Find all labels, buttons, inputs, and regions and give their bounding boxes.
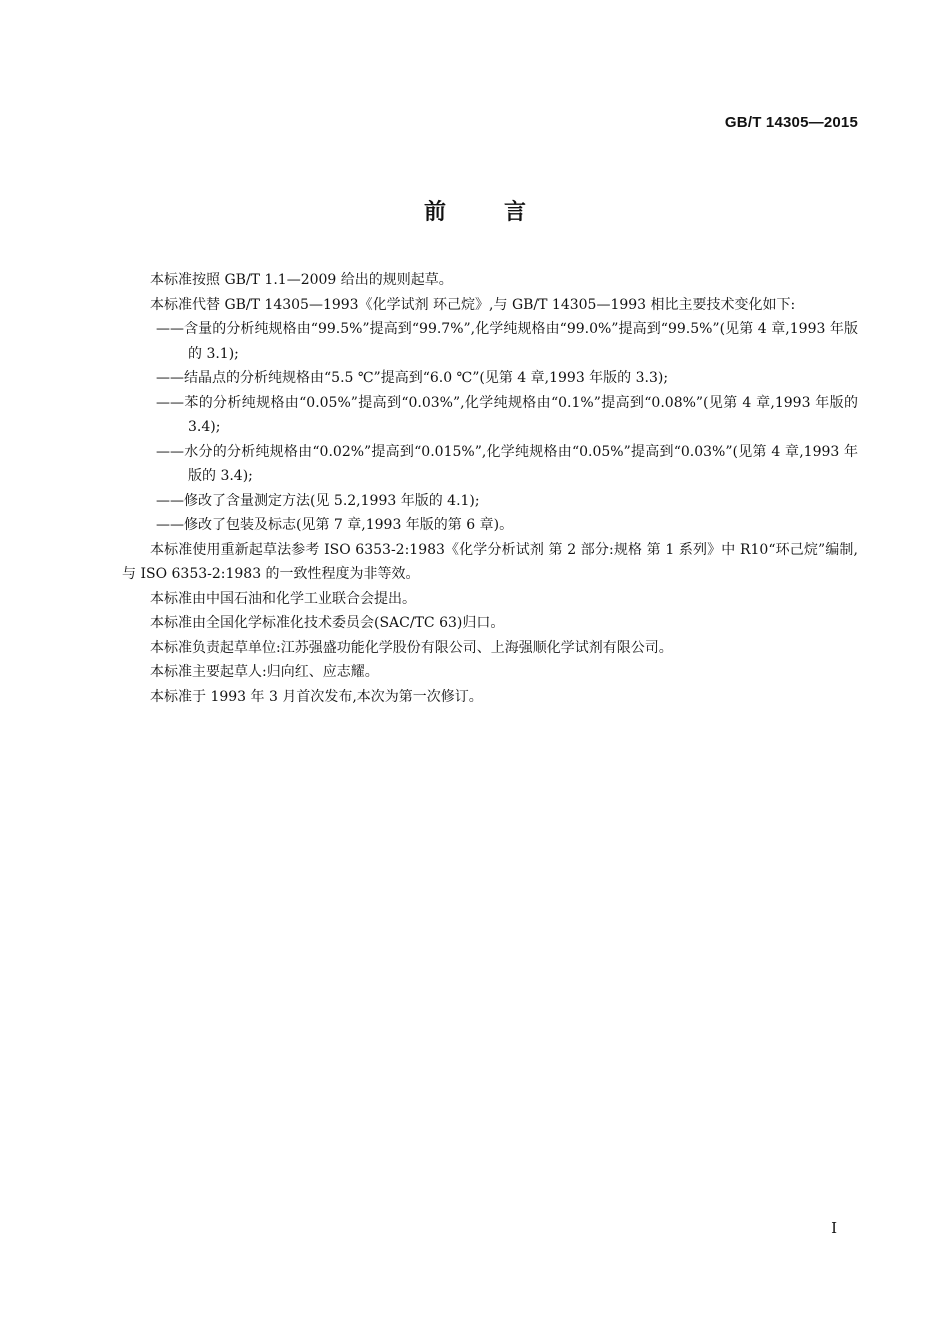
paragraph-replacement: 本标准代替 GB/T 14305—1993《化学试剂 环己烷》,与 GB/T 14305—1993 相比主要技术变化如下:: [150, 296, 796, 313]
page-title: 前言: [423, 200, 584, 225]
paragraph-drafting-units: 本标准负责起草单位:江苏强盛功能化学股份有限公司、上海强顺化学试剂有限公司。: [150, 639, 673, 656]
foreword-body: [122, 268, 858, 709]
standard-code: GB/T 14305—2015: [724, 114, 858, 131]
change-item: ——水分的分析纯规格由“0.02%”提高到“0.015%”,化学纯规格由“0.05%”提高到“0.03%”(见第 4 章,1993 年版的 3.4);: [156, 443, 858, 484]
change-item: ——结晶点的分析纯规格由“5.5 ℃”提高到“6.0 ℃”(见第 4 章,1993 年版的 3.3);: [156, 370, 669, 386]
change-item: ——修改了含量测定方法(见 5.2,1993 年版的 4.1);: [156, 492, 480, 509]
paragraph-proposer: 本标准由中国石油和化学工业联合会提出。: [150, 590, 416, 607]
change-item: ——修改了包装及标志(见第 7 章,1993 年版的第 6 章)。: [156, 517, 514, 533]
paragraph-iso-reference: 本标准使用重新起草法参考 ISO 6353-2:1983《化学分析试剂 第 2 部分:规格 第 1 系列》中 R10“环己烷”编制,与 ISO 6353-2:1983 的一致性程度为非等效。: [122, 541, 858, 582]
paragraph-committee: 本标准由全国化学标准化技术委员会(SAC/TC 63)归口。: [150, 615, 505, 631]
page-number: I: [831, 1219, 837, 1237]
change-item: ——苯的分析纯规格由“0.05%”提高到“0.03%”,化学纯规格由“0.1%”提高到“0.08%”(见第 4 章,1993 年版的 3.4);: [156, 394, 858, 435]
paragraph-drafting-rules: 本标准按照 GB/T 1.1—2009 给出的规则起草。: [150, 272, 453, 288]
paragraph-drafters: 本标准主要起草人:归向红、应志耀。: [150, 664, 379, 680]
change-item: ——含量的分析纯规格由“99.5%”提高到“99.7%”,化学纯规格由“99.0%”提高到“99.5%”(见第 4 章,1993 年版的 3.1);: [156, 321, 858, 362]
paragraph-publication-history: 本标准于 1993 年 3 月首次发布,本次为第一次修订。: [150, 688, 483, 705]
